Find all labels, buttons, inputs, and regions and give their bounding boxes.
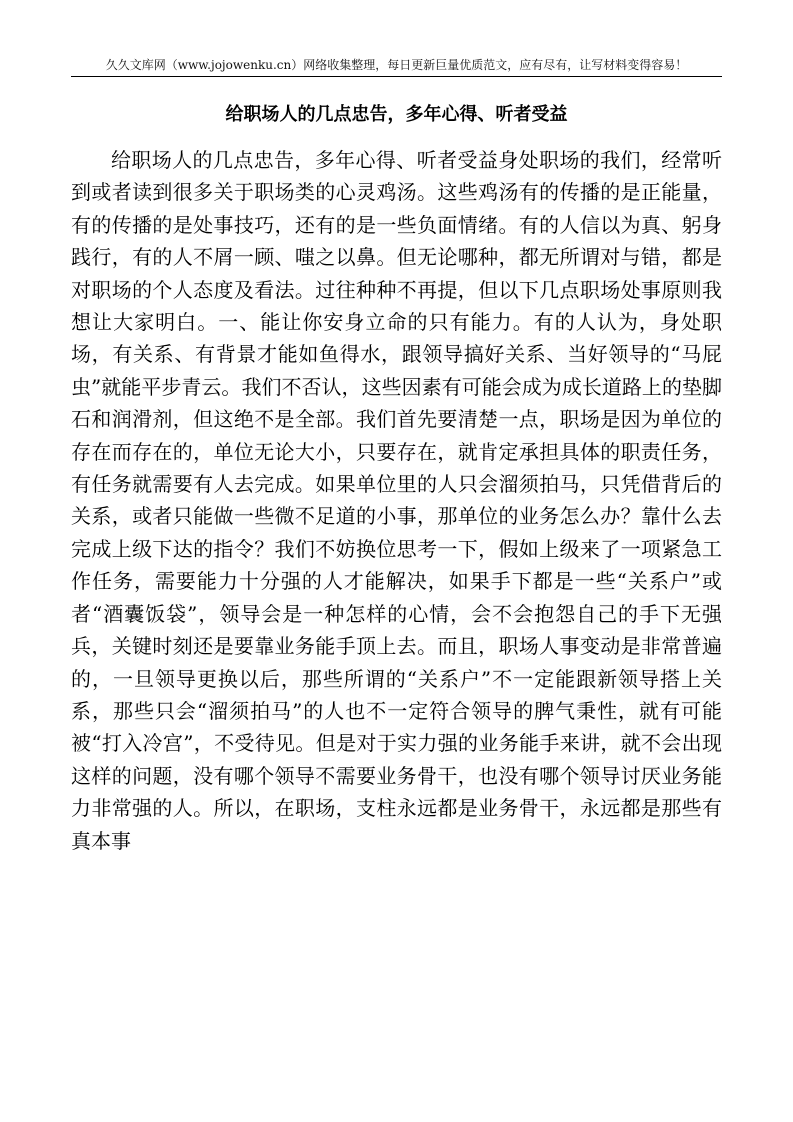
document-title: 给职场人的几点忠告，多年心得、听者受益: [225, 104, 568, 125]
header-divider: [71, 76, 722, 77]
document-body-paragraph: 给职场人的几点忠告，多年心得、听者受益身处职场的我们，经常听到或者读到很多关于职场类的心灵鸡汤。这些鸡汤有的传播的是正能量，有的传播的是处事技巧，还有的是一些负面情绪。有的人信以为真、躬身践行，有的人不屑一顾、嗤之以鼻。但无论哪种，都无所谓对与错，都是对职场的个人态度及看法。过往种种不再提，但以下几点职场处事原则我想让大家明白。一、能让你安身立命的只有能力。有的人认为，身处职场，有关系、有背景才能如鱼得水，跟领导搞好关系、当好领导的“马屁虫”就能平步青云。我们不否认，这些因素有可能会成为成长道路上的垫脚石和润滑剂，但这绝不是全部。我们首先要清楚一点，职场是因为单位的存在而存在的，单位无论大小，只要存在，就肯定承担具体的职责任务，有任务就需要有人去完成。如果单位里的人只会溜须拍马，只凭借背后的关系，或者只能做一些微不足道的小事，那单位的业务怎么办？靠什么去完成上级下达的指令？我们不妨换位思考一下，假如上级来了一项紧急工作任务，需要能力十分强的人才能解决，如果手下都是一些“关系户”或者“酒囊饭袋”，领导会是一种怎样的心情，会不会抱怨自己的手下无强兵，关键时刻还是要靠业务能手顶上去。而且，职场人事变动是非常普遍的，一旦领导更换以后，那些所谓的“关系户”不一定能跟新领导搭上关系，那些只会“溜须拍马”的人也不一定符合领导的脾气秉性，就有可能被“打入冷宫”，不受待见。但是对于实力强的业务能手来讲，就不会出现这样的问题，没有哪个领导不需要业务骨干，也没有哪个领导讨厌业务能力非常强的人。所以，在职场，支柱永远都是业务骨干，永远都是那些有真本事: [71, 148, 722, 853]
page-header: 久久文库网（www.jojowenku.cn）网络收集整理，每日更新巨量优质范文，应有尽有，让写材料变得容易！: [105, 58, 688, 72]
